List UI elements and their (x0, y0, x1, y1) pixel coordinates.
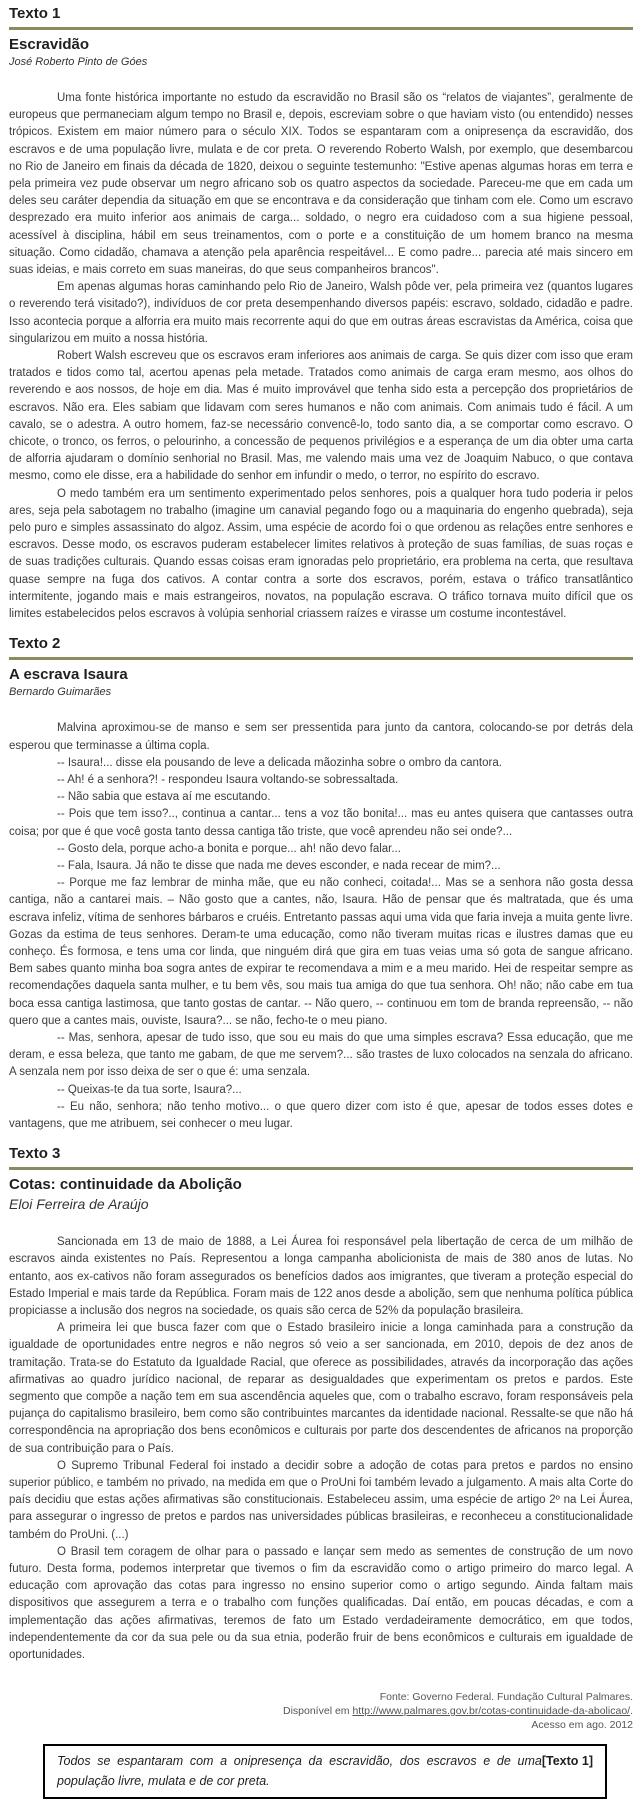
section-title: Escravidão (9, 36, 90, 53)
section-texto-3 (9, 1143, 633, 1664)
paragraph: -- Não sabia que estava aí me escutando. (57, 791, 271, 804)
source-url-link[interactable]: http://www.palmares.gov.br/cotas-continuidade-da-abolicao/ (352, 1705, 631, 1718)
paragraph: A primeira lei que busca fazer com que o Estado brasileiro inicie a longa caminhada para a construção da igualdade de oportunidades entre negros e não negros só veio a ser sancionada, em 2010, depois de dez anos de tramitação. Trata-se do Estatuto da Igualdade Racial, que oferece as possibilidades, através da incorporação das ações afirmativas ao quadro jurídico nacional, de reparar as desigualdades que experimentam os pretos e pardos. Este segmento que compõe a nação tem em sua ascendência aqueles que, com o trabalho escravo, foram responsáveis pela pujança do capitalismo brasileiro, bem como são contribuintes marcantes da identidade nacional. Ressalte-se que não há correspondência na apropriação dos bens econômicos e culturais por parte dos descendentes de africanos na proporção de sua contribuição para o País. (9, 1322, 633, 1455)
source-line-2 (9, 1704, 633, 1718)
paragraph: -- Pois que tem isso?.., continua a cantar... tens a voz tão bonita!... mas eu antes quisera que cantasses outra coisa; por que é que você gosta tanto dessa cantiga tão triste, que você aprendeu não sei onde?... (9, 808, 633, 838)
section-label: Texto 1 (9, 3, 633, 30)
quote-reference-label: [Texto 1] (541, 1754, 593, 1769)
section-texto-1 (9, 3, 633, 623)
section-body (9, 1234, 633, 1664)
source-citation (9, 1690, 633, 1732)
section-texto-2 (9, 633, 633, 1133)
paragraph: Sancionada em 13 de maio de 1888, a Lei Áurea foi responsável pela libertação de cerca de um milhão de escravos ainda existentes no País. Representou a longa campanha abolicionista de mais de 380 anos de lutas. No entanto, aos ex-cativos não foram assegurados os benefícios dados aos imigrantes, que tiveram a proteção especial do Estado Imperial e mais tarde da República. Foram mais de 122 anos desde a abolição, sem que nenhuma política pública propiciasse a inclusão dos negros na sociedade, os quais são cerca de 52% da população brasileira. (9, 1236, 633, 1317)
source-line-1: Fonte: Governo Federal. Fundação Cultural Palmares. (379, 1691, 633, 1704)
paragraph: Em apenas algumas horas caminhando pelo Rio de Janeiro, Walsh pôde ver, pela primeira vez (quantos lugares o reverendo terá visitado?), indivíduos de cor preta desempenhando diversos papéis: escravo, soldado, cidadão e padre. Isso acontecia porque a alforria era muito mais recorrente aqui do que em outras áreas escravistas da América, coisa que singularizou em muito a nossa história. (9, 281, 633, 345)
section-body (9, 90, 633, 623)
paragraph: -- Ah! é a senhora?! - respondeu Isaura voltando-se sobressaltada. (57, 773, 399, 786)
section-label: Texto 3 (9, 1143, 633, 1170)
paragraph: -- Gosto dela, porque acho-a bonita e porque... ah! não devo falar... (57, 842, 401, 855)
paragraph: Uma fonte histórica importante no estudo da escravidão no Brasil são os “relatos de viajantes”, geralmente de europeus que permaneciam algum tempo no Brasil e, depois, escreviam sobre o que haviam visto (ou entendido) nesses trópicos. Existem em maior número para o século XIX. Todos se espantaram com a onipresença da escravidão, dos escravos e de uma população livre, mulata e de cor preta. O reverendo Roberto Walsh, por exemplo, que desembarcou no Rio de Janeiro em finais da década de 1820, deixou o seguinte testemunho: "Estive apenas algumas horas em terra e pela primeira vez pude observar um negro africano sob os quatro aspectos da sociedade. Pareceu-me que em cada um deles seu caráter dependia da situação em que se encontrava e da consideração que tinham com ele. Como um escravo desprezado era muito inferior aos animais de carga... soldado, o negro era cuidadoso com a sua higiene pessoal, acessível à disciplina, hábil em seus treinamentos, com o porte e a constituição de um homem branco na mesma situação. Como cidadão, chamava a atenção pela aparência respeitável... E como padre... parecia até mais sincero em suas ideias, e mais correto em suas maneiras, do que seus companheiros brancos". (9, 92, 633, 277)
section-label: Texto 2 (9, 633, 633, 660)
quote-box (43, 1744, 607, 1799)
section-title: A escrava Isaura (9, 666, 128, 684)
paragraph: -- Fala, Isaura. Já não te disse que nada me deves esconder, e nada recear de mim?... (57, 859, 501, 872)
paragraph: -- Queixas-te da tua sorte, Isaura?... (57, 1083, 242, 1096)
paragraph: O medo também era um sentimento experimentado pelos senhores, pois a qualquer hora tudo poderia ir pelos ares, seja pela sabotagem no trabalho (imagine um canavial pegando fogo ou a maquinaria do engenho quebrada), seja pelo puro e simples assassinato do algoz. Assim, uma espécie de acordo foi o que ordenou as relações entre senhores e escravos. Desse modo, os escravos puderam estabelecer limites relativos à proteção de suas famílias, de suas roças e de suas tradições culturais. Quando essas coisas eram ignoradas pelo proprietário, era problema na certa, que resultava quase sempre na fuga dos cativos. A contar contra a sorte dos escravos, porém, estava o tráfico transatlântico intermitente, jogando mais e mais estrangeiros, novatos, na população escrava. O tráfico tornava muito difícil que os limites estabelecidos pelos escravos à volúpia senhorial criassem raízes e virasse um costume incontestável. (9, 487, 633, 621)
paragraph: Malvina aproximou-se de manso e sem ser pressentida para junto da cantora, colocando-se por detrás dela esperou que terminasse a última copla. (9, 722, 633, 752)
section-title: Cotas: continuidade da Abolição (9, 1176, 242, 1194)
paragraph: -- Eu não, senhora; não tenho motivo... o que quero dizer com isto é que, apesar de todos esses dotes e vantagens, que me atribuem, sei conhecer o meu lugar. (9, 1100, 633, 1130)
paragraph: O Supremo Tribunal Federal foi instado a decidir sobre a adoção de cotas para pretos e pardos no ensino superior público, e também no privado, na medida em que o ProUni foi também levado a julgamento. A mais alta Corte do país decidiu que estas ações afirmativas são constitucionais. Estabeleceu assim, uma espécie de artigo 2º na Lei Áurea, para assegurar o ingresso de pretos e pardos nas universidades públicas brasileiras, e reconheceu a constitucionalidade também do ProUni. (...) (9, 1459, 633, 1541)
paragraph: -- Mas, senhora, apesar de tudo isso, que sou eu mais do que uma simples escrava? Essa educação, que me deram, e essa beleza, que tanto me gabam, de que me servem?... são trastes de luxo colocados na senzala do africano. A senzala nem por isso deixa de ser o que é: uma senzala. (9, 1031, 633, 1079)
section-author: Eloi Ferreira de Araújo (9, 1196, 149, 1213)
source-availability-text: Disponível em (283, 1705, 353, 1718)
paragraph: -- Isaura!... disse ela pousando de leve a delicada mãozinha sobre o ombro da cantora. (57, 756, 502, 769)
paragraph: O Brasil tem coragem de olhar para o passado e lançar sem medo as sementes de construção de um novo futuro. Desta forma, podemos interpretar que tivemos o fim da escravidão como o artigo primeiro do marco legal. A educação com aprovação das cotas para ingresso no ensino superior como o artigo segundo. Ainda faltam mais dispositivos que assegurem a terra e o trabalho com funções qualificadas. Daí então, em poucas décadas, e com a implementação das ações afirmativas, teremos de fato um Estado verdadeiramente democrático, em que todos, independentemente da cor da sua pele ou da sua etnia, poderão fruir de bens econômicos e culturais em igualdade de oportunidades. (9, 1545, 633, 1662)
section-author: Bernardo Guimarães (9, 686, 112, 699)
source-line-2-period: . (630, 1705, 633, 1718)
paragraph: -- Porque me faz lembrar de minha mãe, que eu não conheci, coitada!... Mas se a senhora não gosta dessa cantiga, não a cantarei mais. – Não gosto que a cantes, não, Isaura. Hão de pensar que és maltratada, que és uma escrava infeliz, vítima de senhores bárbaros e cruéis. Entretanto passas aqui uma vida que faria inveja a muita gente livre. Gozas da estima de teus senhores. Deram-te uma educação, como não tiveram muitas ricas e ilustres damas que eu conheço. És formosa, e tens uma cor linda, que ninguém dirá que gira em tuas veias uma só gota de sangue africano. Bem sabes quanto minha boa sogra antes de expirar te recomendava a mim e a meu marido. Hei de respeitar sempre as recomendações daquela santa mulher, e tu bem vês, sou mais tua amiga do que tua senhora. Oh! não; não cabe em tua boca essa cantiga lastimosa, que tanto gostas de cantar. -- Não quero, -- continuou em tom de branda repreensão, -- não quero que a cantes mais, ouviste, Isaura?... se não, fecho-te o meu piano. (9, 877, 633, 1027)
source-access-date: Acesso em ago. 2012 (531, 1719, 633, 1732)
section-author: José Roberto Pinto de Góes (9, 56, 148, 68)
section-body (9, 720, 633, 1133)
quote-text: Todos se espantaram com a onipresença da escravidão, dos escravos e de uma população livre, mulata e de cor preta. (57, 1754, 542, 1789)
paragraph: Robert Walsh escreveu que os escravos eram inferiores aos animais de carga. Se quis dizer com isso que eram tratados e tidos como tal, acertou apenas pela metade. Tratados como animais de carga eram mesmo, aos olhos do reverendo e aos nossos, de hoje em dia. Mas é muito improvável que tenha sido esta a percepção dos proprietários de escravos. Não era. Eles sabiam que lidavam com seres humanos e não com animais. Com animais tudo é fácil. A um cavalo, se o adestra. A outro homem, faz-se necessário convencê-lo, todo santo dia, a se comportar como escravo. O chicote, o tronco, os ferros, o pelourinho, a concessão de pequenos privilégios e a esperança de um dia obter uma carta de alforria ajudaram o domínio senhorial no Brasil. Mas, me valendo mais uma vez de Joaquim Nabuco, o que contava mesmo, como ele disse, era a habilidade do senhor em infundir o medo, o terror, no espírito do escravo. (9, 350, 633, 483)
